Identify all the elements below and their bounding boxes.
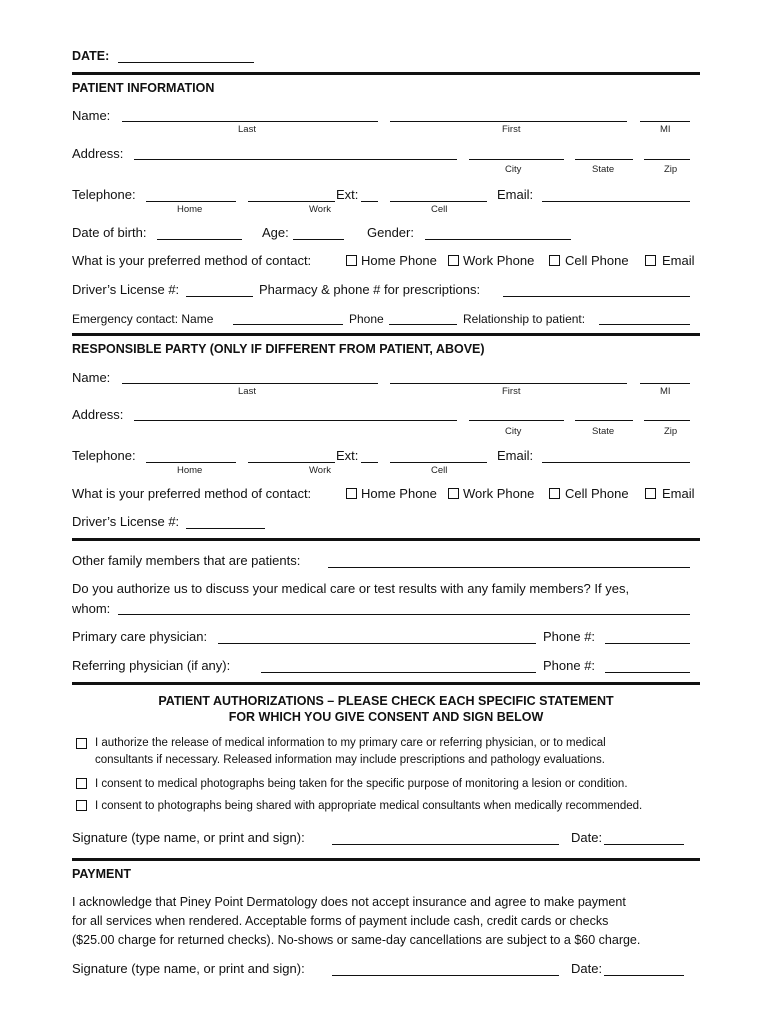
patient-info-heading: PATIENT INFORMATION	[72, 81, 215, 95]
payment-signature-label: Signature (type name, or print and sign):	[72, 961, 305, 976]
authorizations-heading-line-1: PATIENT AUTHORIZATIONS – PLEASE CHECK EACH SPECIFIC STATEMENT	[158, 694, 614, 708]
responsible-last-name-field[interactable]	[122, 383, 378, 384]
authorization-photos-taken-text: I consent to medical photographs being taken for the specific purpose of monitoring a lesion or condition.	[95, 778, 628, 790]
patient-email-option: Email	[662, 253, 695, 268]
patient-dob-field[interactable]	[157, 239, 242, 240]
patient-home-phone-checkbox[interactable]	[346, 255, 357, 266]
authorization-signature-label: Signature (type name, or print and sign):	[72, 830, 305, 845]
sublabel-first: First	[502, 386, 521, 397]
patient-work-phone-field[interactable]	[248, 201, 335, 202]
responsible-cell-phone-checkbox[interactable]	[549, 488, 560, 499]
sublabel-cell: Cell	[431, 204, 448, 215]
responsible-email-label: Email:	[497, 448, 534, 463]
referring-label: Referring physician (if any):	[72, 658, 231, 673]
sublabel-last: Last	[238, 124, 256, 135]
patient-mi-field[interactable]	[640, 121, 690, 122]
authorize-family-question: Do you authorize us to discuss your medical care or test results with any family members? If yes,	[72, 581, 630, 596]
responsible-email-checkbox[interactable]	[645, 488, 656, 499]
responsible-email-option: Email	[662, 486, 695, 501]
patient-email-field[interactable]	[542, 201, 690, 202]
patient-home-phone-field[interactable]	[146, 201, 236, 202]
payment-paragraph-line-1: I acknowledge that Piney Point Dermatology does not accept insurance and agree to make payment	[72, 895, 626, 909]
patient-cell-phone-field[interactable]	[390, 201, 487, 202]
payment-paragraph-line-2: for all services when rendered. Acceptable forms of payment include cash, credit cards or checks	[72, 914, 609, 928]
authorization-release-text-1: I authorize the release of medical information to my primary care or referring physician, or to medical	[95, 737, 606, 749]
patient-home-phone-option: Home Phone	[361, 253, 437, 268]
sublabel-first: First	[502, 124, 521, 135]
authorization-signature-field[interactable]	[332, 844, 559, 845]
pcp-label: Primary care physician:	[72, 629, 208, 644]
responsible-license-field[interactable]	[186, 528, 265, 529]
responsible-party-heading: RESPONSIBLE PARTY (ONLY IF DIFFERENT FROM PATIENT, ABOVE)	[72, 342, 485, 356]
emergency-relationship-field[interactable]	[599, 324, 690, 325]
patient-cell-phone-option: Cell Phone	[565, 253, 629, 268]
responsible-ext-field[interactable]	[361, 462, 378, 463]
patient-work-phone-option: Work Phone	[463, 253, 535, 268]
responsible-email-field[interactable]	[542, 462, 690, 463]
patient-city-field[interactable]	[469, 159, 564, 160]
date-label: DATE:	[72, 49, 110, 63]
authorization-photos-shared-text: I consent to photographs being shared with appropriate medical consultants when medically recommended.	[95, 800, 643, 812]
payment-date-label: Date:	[571, 961, 603, 976]
responsible-first-name-field[interactable]	[390, 383, 627, 384]
responsible-ext-label: Ext:	[336, 448, 359, 463]
emergency-phone-field[interactable]	[389, 324, 457, 325]
other-family-label: Other family members that are patients:	[72, 553, 301, 568]
responsible-city-field[interactable]	[469, 420, 564, 421]
section-divider	[72, 72, 700, 75]
sublabel-work: Work	[309, 204, 331, 215]
section-divider	[72, 682, 700, 685]
patient-email-label: Email:	[497, 187, 534, 202]
patient-last-name-field[interactable]	[122, 121, 378, 122]
section-divider	[72, 858, 700, 861]
payment-heading: PAYMENT	[72, 867, 132, 881]
sublabel-mi: MI	[660, 386, 671, 397]
authorization-release-checkbox[interactable]	[76, 738, 87, 749]
patient-name-label: Name:	[72, 108, 111, 123]
referring-phone-label: Phone #:	[543, 658, 596, 673]
sublabel-city: City	[505, 426, 522, 437]
patient-address-label: Address:	[72, 146, 124, 161]
patient-zip-field[interactable]	[644, 159, 690, 160]
patient-gender-field[interactable]	[425, 239, 571, 240]
sublabel-cell: Cell	[431, 465, 448, 476]
sublabel-last: Last	[238, 386, 256, 397]
authorization-release-text-2: consultants if necessary. Released information may include prescriptions and pathology evaluations.	[95, 754, 605, 766]
authorizations-heading-line-2: FOR WHICH YOU GIVE CONSENT AND SIGN BELOW	[228, 710, 544, 724]
sublabel-home: Home	[177, 204, 203, 215]
payment-signature-field[interactable]	[332, 975, 559, 976]
whom-label: whom:	[72, 601, 111, 616]
responsible-work-phone-option: Work Phone	[463, 486, 535, 501]
other-family-field[interactable]	[328, 567, 690, 568]
patient-email-checkbox[interactable]	[645, 255, 656, 266]
pcp-phone-label: Phone #:	[543, 629, 596, 644]
sublabel-city: City	[505, 164, 522, 175]
authorization-photos-shared-checkbox[interactable]	[76, 800, 87, 811]
responsible-license-label: Driver’s License #:	[72, 514, 180, 529]
referring-field[interactable]	[261, 672, 536, 673]
responsible-mi-field[interactable]	[640, 383, 690, 384]
emergency-relationship-label: Relationship to patient:	[463, 312, 586, 326]
patient-ext-label: Ext:	[336, 187, 359, 202]
patient-first-name-field[interactable]	[390, 121, 627, 122]
patient-address-field[interactable]	[134, 159, 457, 160]
patient-cell-phone-checkbox[interactable]	[549, 255, 560, 266]
referring-phone-field[interactable]	[605, 672, 690, 673]
responsible-home-phone-option: Home Phone	[361, 486, 437, 501]
sublabel-mi: MI	[660, 124, 671, 135]
sublabel-state: State	[592, 426, 615, 437]
sublabel-work: Work	[309, 465, 331, 476]
payment-date-field[interactable]	[604, 975, 684, 976]
responsible-cell-phone-field[interactable]	[390, 462, 487, 463]
emergency-phone-label: Phone	[349, 312, 384, 326]
responsible-name-label: Name:	[72, 370, 111, 385]
patient-contact-question: What is your preferred method of contact:	[72, 253, 312, 268]
responsible-work-phone-checkbox[interactable]	[448, 488, 459, 499]
patient-pharmacy-label: Pharmacy & phone # for prescriptions:	[259, 282, 481, 297]
patient-telephone-label: Telephone:	[72, 187, 136, 202]
patient-age-field[interactable]	[293, 239, 344, 240]
responsible-state-field[interactable]	[575, 420, 633, 421]
responsible-address-field[interactable]	[134, 420, 457, 421]
responsible-contact-question: What is your preferred method of contact:	[72, 486, 312, 501]
sublabel-zip: Zip	[664, 426, 678, 437]
patient-license-field[interactable]	[186, 296, 253, 297]
patient-gender-label: Gender:	[367, 225, 414, 240]
authorization-photos-taken-checkbox[interactable]	[76, 778, 87, 789]
authorization-date-field[interactable]	[604, 844, 684, 845]
payment-paragraph-line-3: ($25.00 charge for returned checks). No-shows or same-day cancellations are subject to a $60 charge.	[72, 933, 641, 947]
responsible-work-phone-field[interactable]	[248, 462, 335, 463]
section-divider	[72, 333, 700, 336]
patient-age-label: Age:	[262, 225, 289, 240]
emergency-name-field[interactable]	[233, 324, 343, 325]
patient-license-label: Driver’s License #:	[72, 282, 180, 297]
responsible-cell-phone-option: Cell Phone	[565, 486, 629, 501]
responsible-telephone-label: Telephone:	[72, 448, 136, 463]
sublabel-zip: Zip	[664, 164, 678, 175]
responsible-zip-field[interactable]	[644, 420, 690, 421]
date-field[interactable]	[118, 62, 254, 63]
responsible-home-phone-field[interactable]	[146, 462, 236, 463]
responsible-address-label: Address:	[72, 407, 124, 422]
patient-pharmacy-field[interactable]	[503, 296, 690, 297]
section-divider	[72, 538, 700, 541]
responsible-home-phone-checkbox[interactable]	[346, 488, 357, 499]
pcp-field[interactable]	[218, 643, 536, 644]
patient-work-phone-checkbox[interactable]	[448, 255, 459, 266]
patient-dob-label: Date of birth:	[72, 225, 147, 240]
patient-state-field[interactable]	[575, 159, 633, 160]
emergency-contact-label: Emergency contact: Name	[72, 312, 214, 326]
authorization-date-label: Date:	[571, 830, 603, 845]
sublabel-home: Home	[177, 465, 203, 476]
whom-field[interactable]	[118, 614, 690, 615]
pcp-phone-field[interactable]	[605, 643, 690, 644]
sublabel-state: State	[592, 164, 615, 175]
patient-ext-field[interactable]	[361, 201, 378, 202]
